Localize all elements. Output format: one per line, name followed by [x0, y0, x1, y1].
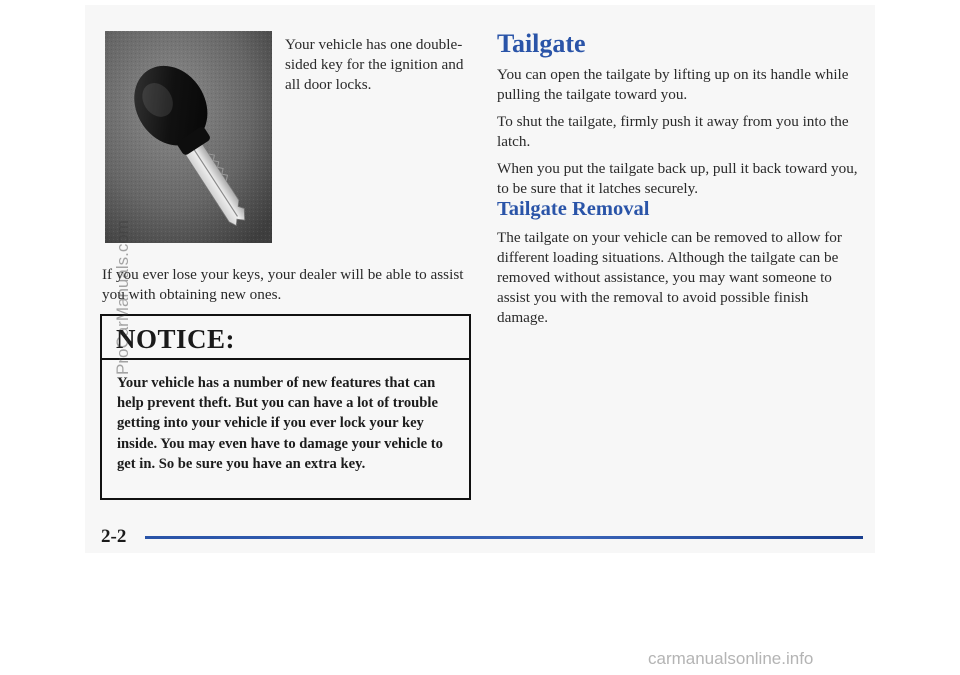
tailgate-paragraph-open: You can open the tailgate by lifting up on its handle while pulling the tailgate toward you. [497, 66, 849, 103]
tailgate-removal-heading: Tailgate Removal [497, 198, 650, 220]
bottom-watermark: carmanualsonline.info [648, 649, 814, 668]
notice-box [100, 314, 471, 500]
page-number: 2-2 [101, 526, 127, 547]
car-key-icon [105, 31, 272, 243]
tailgate-heading: Tailgate [497, 29, 586, 58]
tailgate-paragraph-shut: To shut the tailgate, firmly push it away from you into the latch. [497, 113, 849, 150]
lost-keys-text: If you ever lose your keys, your dealer will be able to assist you with obtaining new ones. [102, 266, 464, 303]
notice-body: Your vehicle has a number of new features that can help prevent theft. But you can have a lot of trouble getting into your vehicle if you ever lock your key inside. You may even have to damage your vehicle to get in. So be sure you have an extra key. [117, 375, 443, 472]
tailgate-removal-text: The tailgate on your vehicle can be removed to allow for different loading situations. Although the tailgate can be removed without assistance, you may want someone to assist you with the removal to avoid possible finish damage. [497, 229, 842, 326]
notice-title: NOTICE: [116, 324, 236, 354]
key-photo [105, 31, 272, 243]
side-watermark: ProCarManuals.com [113, 220, 132, 375]
tailgate-paragraph-latch: When you put the tailgate back up, pull it back toward you, to be sure that it latches securely. [497, 160, 858, 197]
notice-header [102, 316, 469, 360]
footer-rule [145, 536, 863, 539]
tailgate-paragraphs [497, 65, 862, 206]
key-intro-text: Your vehicle has one double-sided key for the ignition and all door locks. [285, 36, 464, 93]
